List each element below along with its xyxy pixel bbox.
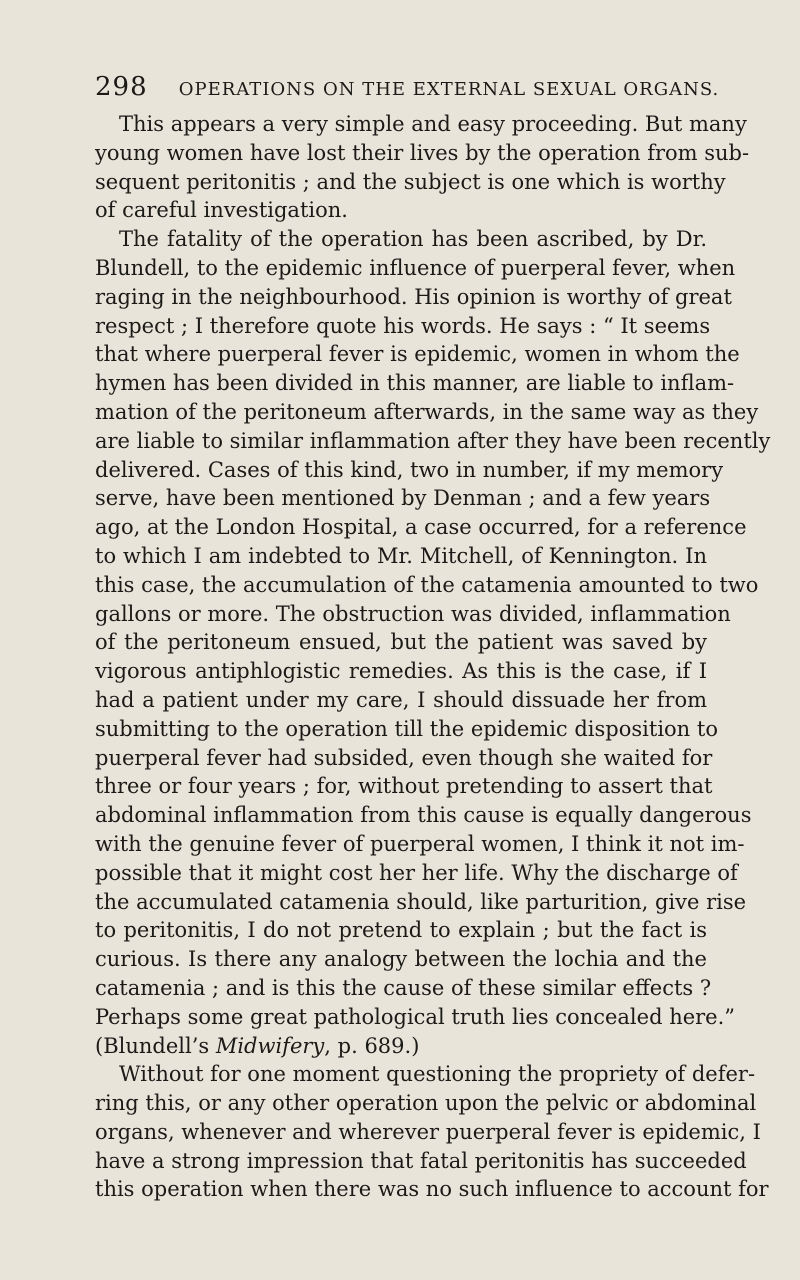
text-line: of careful investigation. <box>95 198 348 223</box>
text-line: ring this, or any other operation upon the pelvic or abdominal <box>95 1091 757 1116</box>
text-line: submitting to the operation till the epidemic disposition to <box>95 716 718 741</box>
text-line: hymen has been divided in this manner, are liable to inflam- <box>95 371 735 396</box>
text-line: abdominal inflammation from this cause is equally dangerous <box>95 803 752 828</box>
text-line: Blundell, to the epidemic influence of puerperal fever, when <box>95 255 736 280</box>
text-line: the accumulated catamenia should, like parturition, give rise <box>95 889 747 914</box>
text-line: catamenia ; and is this the cause of these similar effects ? <box>95 975 712 1000</box>
paragraph <box>95 110 750 225</box>
text-line: had a patient under my care, I should dissuade her from <box>95 687 707 712</box>
text-line: are liable to similar inflammation after they have been recently <box>95 428 771 453</box>
text-line: of the peritoneum ensued, but the patient was saved by <box>95 630 707 655</box>
text-line: curious. Is there any analogy between the lochia and the <box>95 947 707 972</box>
text-line: Without for one moment questioning the propriety of defer- <box>119 1062 756 1087</box>
text-line: raging in the neighbourhood. His opinion is worthy of great <box>95 284 732 309</box>
text-line: with the genuine fever of puerperal women, I think it not im- <box>95 831 745 856</box>
paragraph <box>95 1060 769 1204</box>
page-header <box>95 72 720 102</box>
text-line: mation of the peritoneum afterwards, in the same way as they <box>95 399 759 424</box>
text-line: The fatality of the operation has been ascribed, by Dr. <box>119 227 707 252</box>
text-line: possible that it might cost her her life. Why the discharge of <box>95 860 738 885</box>
text-line: young women have lost their lives by the operation from sub- <box>95 140 750 165</box>
text-line: to which I am indebted to Mr. Mitchell, of Kennington. In <box>95 543 707 568</box>
text-line: this case, the accumulation of the catamenia amounted to two <box>95 572 759 597</box>
page-number: 298 <box>95 72 148 102</box>
text-line: This appears a very simple and easy proceeding. But many <box>119 112 747 136</box>
body-text <box>95 110 771 1204</box>
text-line: delivered. Cases of this kind, two in number, if my memory <box>95 457 724 482</box>
text-line: that where puerperal fever is epidemic, women in whom the <box>95 342 740 367</box>
text-line: three or four years ; for, without pretending to assert that <box>95 774 713 799</box>
text-line: serve, have been mentioned by Denman ; and a few years <box>95 486 711 511</box>
text-line: puerperal fever had subsided, even though she waited for <box>95 745 713 770</box>
paragraph <box>95 225 771 1060</box>
text-line: to peritonitis, I do not pretend to explain ; but the fact is <box>95 918 707 943</box>
text-line: Perhaps some great pathological truth lies concealed here.” <box>95 1004 736 1029</box>
text-line: ago, at the London Hospital, a case occurred, for a reference <box>95 515 747 540</box>
text-line: respect ; I therefore quote his words. He says : “ It seems <box>95 313 711 338</box>
text-line: vigorous antiphlogistic remedies. As this is the case, if I <box>95 659 707 684</box>
text-line: (Blundell’s Midwifery, p. 689.) <box>95 1033 420 1058</box>
running-head: OPERATIONS ON THE EXTERNAL SEXUAL ORGANS. <box>178 79 720 100</box>
text-line: gallons or more. The obstruction was divided, inflammation <box>95 601 731 626</box>
text-line: sequent peritonitis ; and the subject is one which is worthy <box>95 169 726 194</box>
text-line: organs, whenever and wherever puerperal fever is epidemic, I <box>95 1119 761 1144</box>
text-line: this operation when there was no such influence to account for <box>95 1177 769 1202</box>
text-line: have a strong impression that fatal peritonitis has succeeded <box>95 1148 747 1173</box>
